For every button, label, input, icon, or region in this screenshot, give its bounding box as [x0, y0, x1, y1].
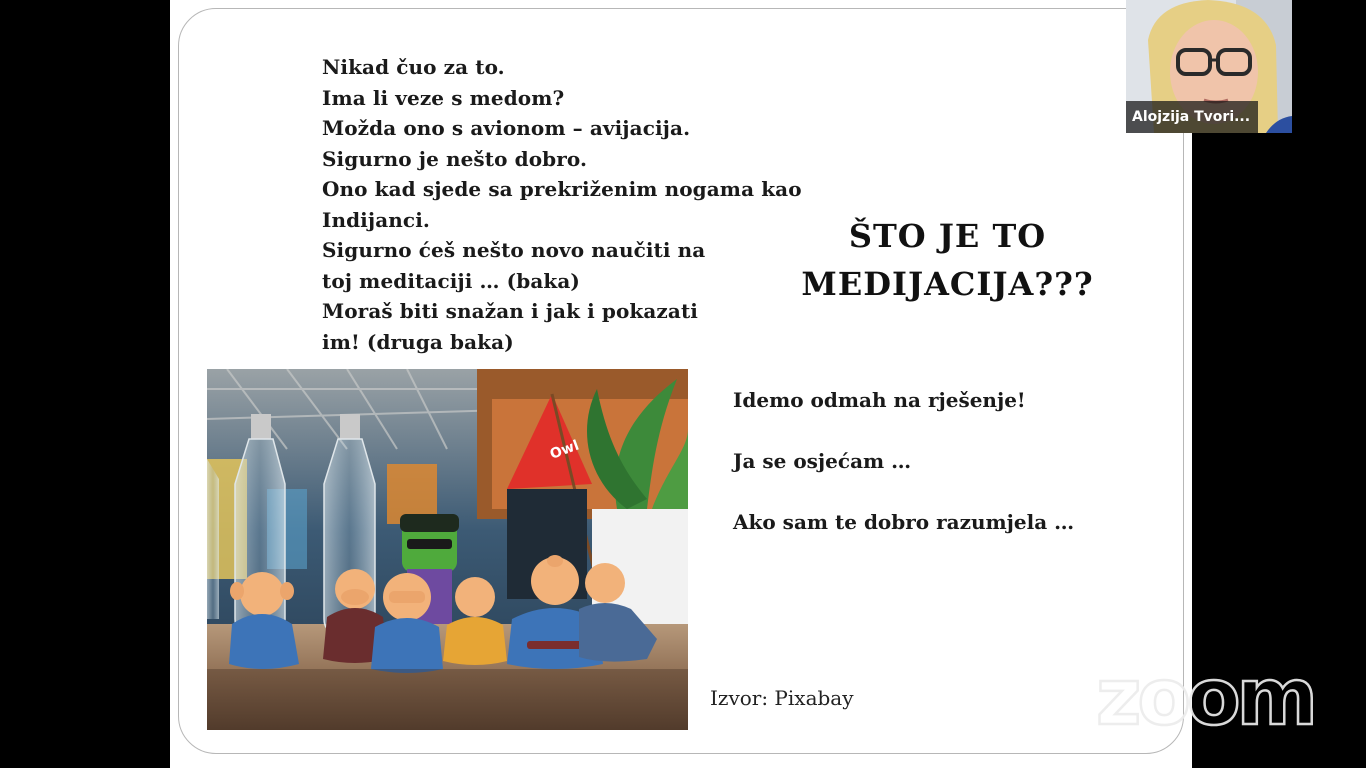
quote-line: toj meditaciji … (baka) [322, 268, 580, 293]
quote-line: Nikad čuo za to. [322, 55, 505, 79]
quote-line: Ima li veze s medom? [322, 85, 565, 110]
monk-figurines-photo [207, 369, 688, 730]
zoom-watermark: zoom [1096, 653, 1314, 743]
phrase-item: Ja se osjećam … [733, 449, 912, 473]
title-line-1: ŠTO JE TO [848, 217, 1047, 255]
phrase-item: Ako sam te dobro razumjela … [733, 510, 1075, 534]
quotes-list [322, 52, 802, 357]
participant-name-label: Alojzija Tvori... [1126, 101, 1258, 133]
phrase-item: Idemo odmah na rješenje! [733, 388, 1026, 412]
slide-title [800, 212, 1095, 308]
quote-line: im! (druga baka) [322, 329, 514, 354]
participant-video-tile[interactable] [1126, 0, 1292, 133]
flag-label: Owl [547, 437, 582, 463]
image-source-caption: Izvor: Pixabay [710, 686, 854, 710]
quote-line: Ono kad sjede sa prekriženim nogama kao [322, 177, 802, 201]
quote-line: Moraš biti snažan i jak i pokazati [322, 299, 698, 323]
quote-line: Možda ono s avionom – avijacija. [322, 116, 691, 140]
quote-line: Indijanci. [322, 207, 430, 232]
quote-line: Sigurno je nešto dobro. [322, 146, 588, 171]
quote-line: Sigurno ćeš nešto novo naučiti na [322, 238, 706, 262]
title-line-2: MEDIJACIJA??? [801, 265, 1094, 303]
phrases-list [733, 388, 1153, 571]
